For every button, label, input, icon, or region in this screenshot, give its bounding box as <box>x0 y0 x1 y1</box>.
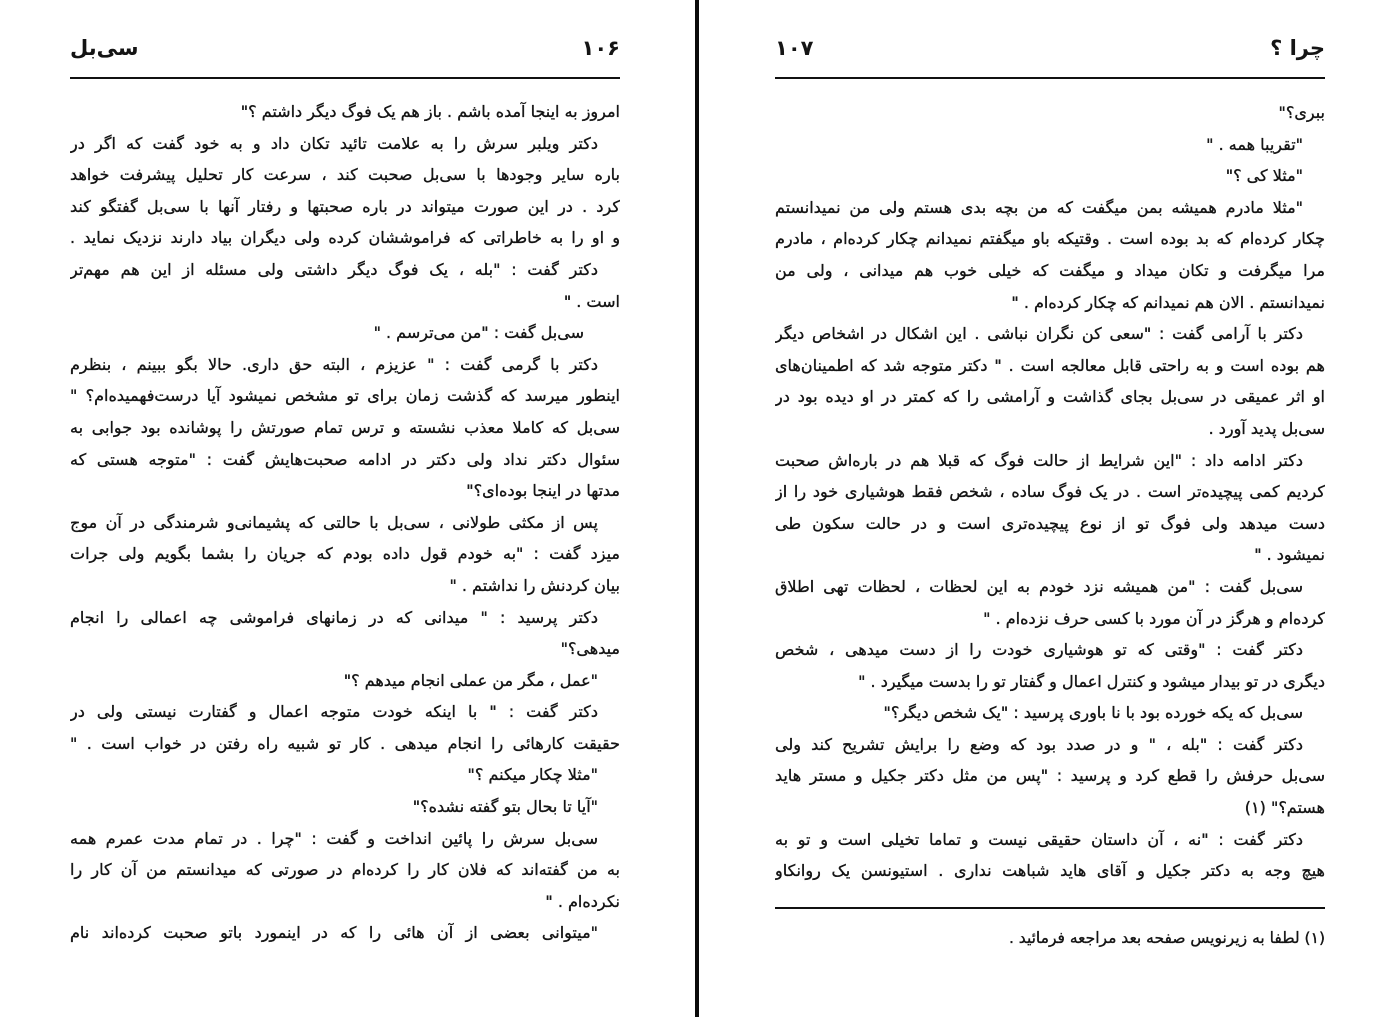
text-line: نمیشود . " <box>1254 545 1325 565</box>
text-line: هم بوده است و به راحتی قابل معالجه است . " دکتر متوجه شد که اطمینان‌های <box>775 355 1325 375</box>
text-line: سی‌بل گفت : "من می‌ترسم . " <box>373 323 584 343</box>
text-line: سی‌بل که یکه خورده بود با نا باوری پرسید : "یک شخص دیگر؟" <box>883 703 1303 723</box>
text-line: ببری؟" <box>1278 103 1325 122</box>
text-line: دکتر ویلبر سرش را به علامت تائید تکان داد و به خود گفت که اگر در <box>70 133 598 153</box>
text-line: بیان کردنش را نداشتم . " <box>449 575 620 595</box>
text-line: "تقریبا همه . " <box>1206 134 1303 154</box>
text-line: پس از مکثی طولانی ، سی‌بل با حالتی که پشیمانی‌و شرمندگی در آن موج <box>70 512 598 532</box>
text-line: است . " <box>563 291 620 311</box>
text-line: "آیا تا بحال بتو گفته نشده؟" <box>412 797 598 817</box>
running-title: چرا ؟ <box>1270 36 1325 60</box>
text-line: "مثلا کی ؟" <box>1225 166 1303 186</box>
text-column <box>70 96 620 949</box>
right-page <box>700 0 1400 1017</box>
text-line: "عمل ، مگر من عملی انجام میدهم ؟" <box>343 670 598 690</box>
text-line: باره سایر وجودها با سی‌بل صحبت کند ، سرعت کار تحلیل پیشرفت خواهد <box>70 165 620 185</box>
page-number: ۱۰۶ <box>581 36 620 60</box>
page-header <box>775 30 1325 66</box>
text-line: "میتوانی بعضی از آن هائی را که در اینمورد باتو صحبت کرده‌اند نام <box>70 923 598 943</box>
page-number: ۱۰۷ <box>775 36 814 60</box>
text-line: سی‌بل سرش را پائین انداخت و گفت : "چرا . در تمام مدت عمرم همه <box>70 828 598 848</box>
text-line: میدهی؟" <box>560 639 620 659</box>
text-line: "مثلا چکار میکنم ؟" <box>467 765 598 785</box>
running-title: سی‌بل <box>70 36 139 60</box>
text-line: کردیم کمی پیچیده‌تر است . در یک فوگ ساده ، شخص فقط هوشیاری خود را از <box>775 482 1325 502</box>
text-line: کرد . در این صورت میتواند در باره صحبتها و رفتار آنها با سی‌بل گفتگو کند <box>70 196 620 216</box>
text-line: امروز به اینجا آمده باشم . باز هم یک فوگ دیگر داشتم ؟" <box>240 102 620 121</box>
text-line: دکتر ادامه داد : "این شرایط از حالت فوگ که قبلا هم در باره‌اش صحبت <box>775 450 1303 470</box>
text-line: دکتر گفت : "بله ، " و در صدد بود که وضع را برایش تشریح کند ولی <box>775 734 1303 754</box>
text-line: او اثر عمیقی در سی‌بل بجای گذاشت و آرامشی را که کمتر در او دیده بود در <box>775 387 1325 407</box>
text-line: مدتها در اینجا بوده‌ای؟" <box>466 481 620 501</box>
text-line: میزد گفت : "به خودم قول داده بودم که جریان را بشما بگویم ولی جرات <box>70 544 620 564</box>
text-line: و او را به خاطراتی که فراموششان کرده ولی دیگران بیاد دارند نزدیک نماید . <box>70 228 620 248</box>
footnote-rule <box>775 907 1325 909</box>
text-line: دکتر پرسید : " میدانی که در زمانهای فراموشی چه اعمالی را انجام <box>70 607 598 627</box>
page-header <box>70 30 620 66</box>
text-line: دست میدهد ولی فوگ تو از نوع پیچیده‌تری است و در حالت سکون طی <box>775 513 1325 533</box>
binding-gutter <box>695 0 699 1017</box>
text-column <box>775 97 1325 887</box>
text-line: سئوال دکتر نداد ولی دکتر در ادامه صحبت‌هایش گفت : "متوجه هستی که <box>70 449 620 469</box>
text-line: نمیدانستم . الان هم نمیدانم که چکار کرده‌ام . " <box>1011 292 1325 312</box>
text-line: دکتر با گرمی گفت : " عزیزم ، البته حق داری. حالا بگو ببینم ، بنظرم <box>70 354 598 374</box>
text-line: نکرده‌ام . " <box>545 891 620 911</box>
left-page <box>0 0 697 1017</box>
text-line: دکتر با آرامی گفت : "سعی کن نگران نباشی . این اشکال در اشخاص دیگر <box>775 324 1303 344</box>
text-line: کرده‌ام و هرگز در آن مورد با کسی حرف نزده‌ام . " <box>983 608 1325 628</box>
text-line: دکتر گفت : "نه ، آن داستان حقیقی نیست و تماما تخیلی است و تو به <box>775 829 1303 849</box>
text-line: دکتر گفت : "وقتی که تو هوشیاری خودت را از دست میدهی ، شخص <box>775 640 1303 660</box>
footnote: (۱) لطفا به زیرنویس صفحه بعد مراجعه فرمائید . <box>1008 929 1325 947</box>
text-line: حقیقت کارهائی را انجام میدهی . کار تو شبیه راه رفتن در خواب است . " <box>70 733 620 753</box>
header-rule <box>775 77 1325 79</box>
text-line: سی‌بل که کاملا معذب نشسته و ترس تمام صورتش را پوشانده بود جوابی به <box>70 417 620 437</box>
text-line: سی‌بل گفت : "من همیشه نزد خودم به این لحظات ، لحظات تهی اطلاق <box>775 576 1303 596</box>
text-line: چکار کرده‌ام که بد بوده است . وقتیکه باو میگفتم نمیدانم چکار کرده‌ام ، مادرم <box>775 229 1325 249</box>
text-line: دیگری در تو بیدار میشود و کنترل اعمال و گفتار تو را بدست میگیرد . " <box>858 671 1325 691</box>
text-line: دکتر گفت : "بله ، یک فوگ دیگر داشتی ولی مسئله از این هم مهم‌تر <box>70 259 598 279</box>
text-line: "مثلا مادرم همیشه بمن میگفت که من بچه بدی هستم ولی من نمیدانستم <box>775 197 1303 217</box>
text-line: به من گفته‌اند که فلان کار را کرده‌ام در صورتی که میدانستم من آن کار را <box>70 860 620 880</box>
text-line: سی‌بل حرفش را قطع کرد و پرسید : "پس من مثل دکتر جکیل و مستر هاید <box>775 766 1325 786</box>
text-line: دکتر گفت : " با اینکه خودت متوجه اعمال و گفتارت نیستی ولی در <box>70 702 598 722</box>
text-line: هستم؟" (۱) <box>1244 798 1325 818</box>
text-line: مرا میگرفت و تکان میداد و میگفت که خیلی خوب هم میدانی ، ولی من <box>775 260 1325 280</box>
text-line: هیچ وجه به دکتر جکیل و آقای هاید شباهت نداری . استیونسن یک روانکاو <box>775 861 1325 881</box>
text-line: سی‌بل پدید آورد . <box>1208 418 1325 438</box>
text-line: اینطور میرسد که گذشت زمان برای تو مشخص نمیشود آیا درست‌فهمیده‌ام؟ " <box>70 386 620 406</box>
header-rule <box>70 77 620 79</box>
